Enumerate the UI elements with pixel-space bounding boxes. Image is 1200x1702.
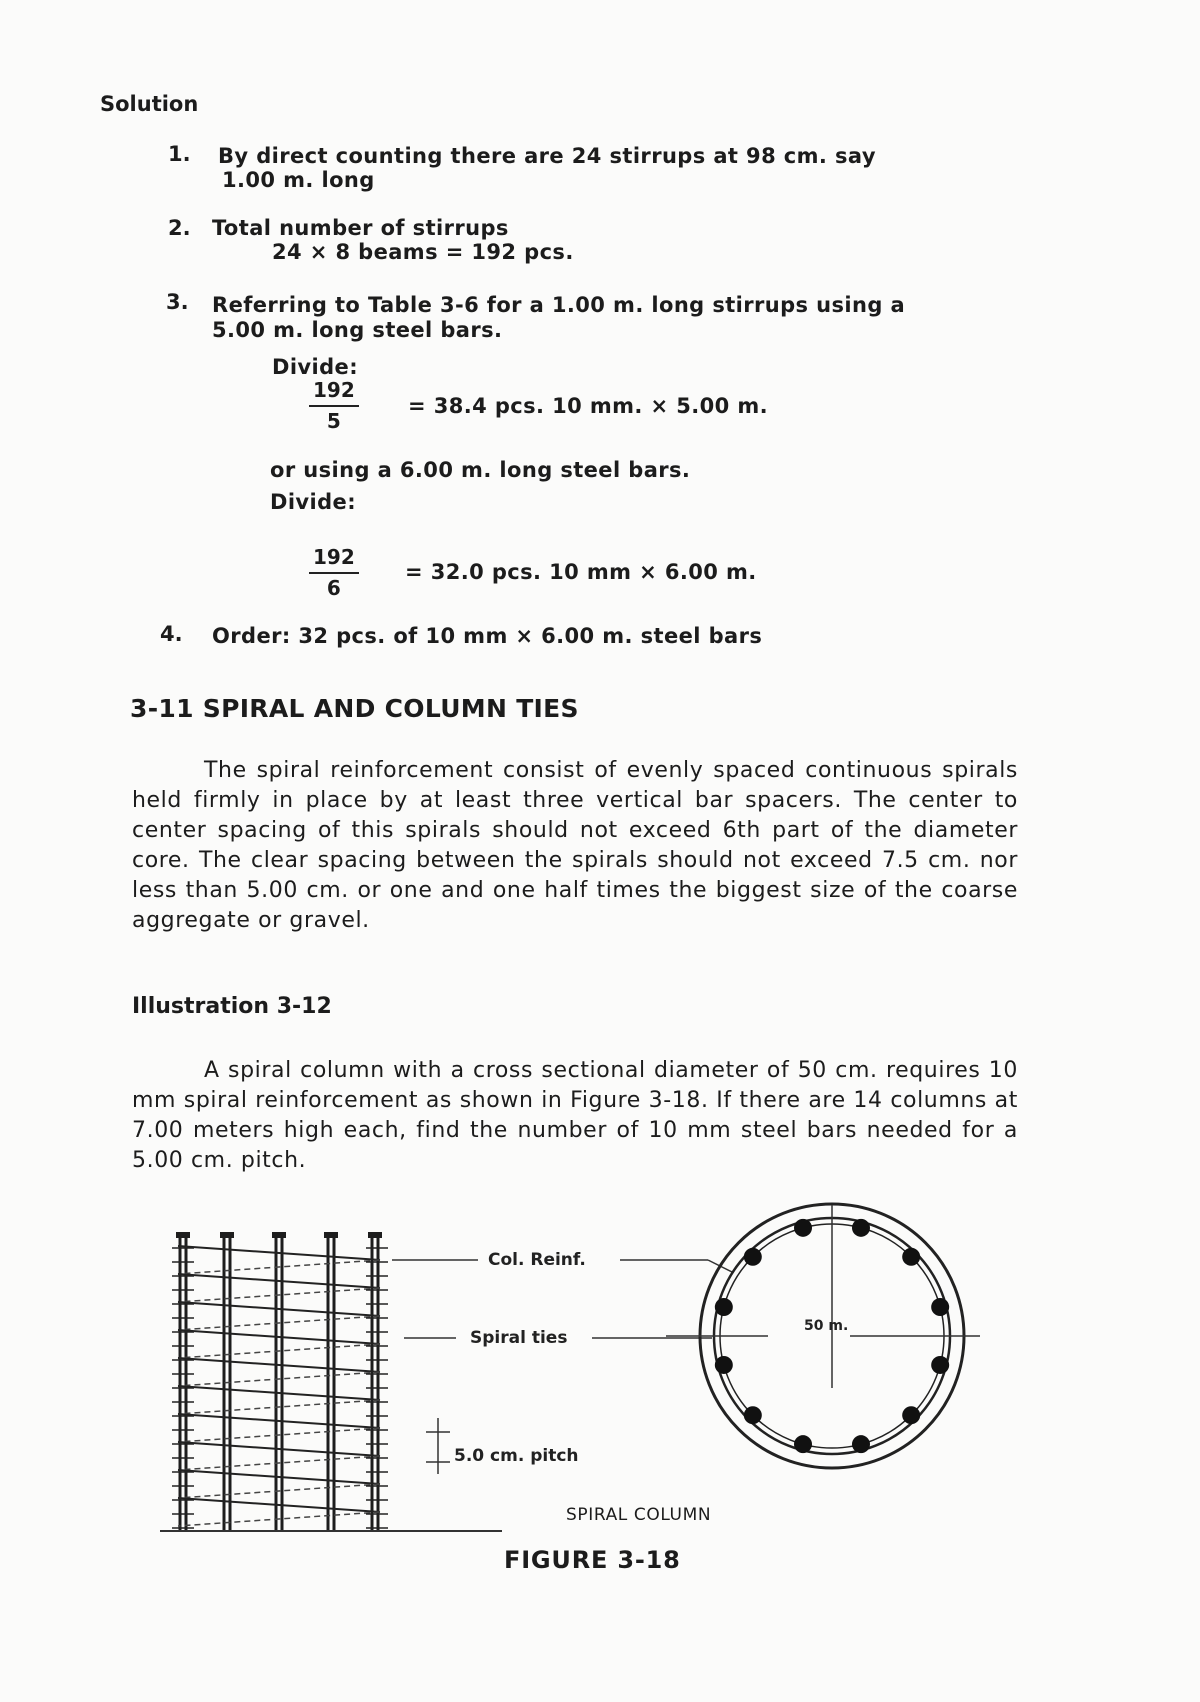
diameter-label: 50 m. (804, 1318, 849, 1334)
spiral-tie-back (178, 1316, 380, 1330)
step-text-line: 24 × 8 beams = 192 pcs. (272, 240, 574, 264)
step-text-line: 5.00 m. long steel bars. (212, 318, 503, 342)
divide-label: Divide: (272, 355, 358, 379)
col-reinf-label: Col. Reinf. (488, 1250, 586, 1270)
bar-top (220, 1232, 234, 1238)
step-text-line: Order: 32 pcs. of 10 mm × 6.00 m. steel bars (212, 624, 763, 648)
spiral-tie-back (178, 1344, 380, 1358)
step-text-line: 1.00 m. long (222, 168, 375, 192)
bar-top (324, 1232, 338, 1238)
rebar-dot (852, 1219, 870, 1237)
fraction-numerator: 192 (309, 545, 359, 574)
rebar-dot (931, 1298, 949, 1316)
spiral-tie-front (178, 1498, 380, 1512)
spiral-tie-back (178, 1372, 380, 1386)
rebar-dot (715, 1298, 733, 1316)
rebar-dot (902, 1406, 920, 1424)
step-number: 4. (160, 622, 183, 646)
step-number: 3. (166, 290, 189, 314)
rebar-dot (931, 1356, 949, 1374)
spiral-column-elevation (172, 1232, 388, 1530)
bar-top (176, 1232, 190, 1238)
division-result: = 38.4 pcs. 10 mm. × 5.00 m. (408, 394, 768, 418)
spiral-tie-front (178, 1246, 380, 1260)
spiral-tie-back (178, 1512, 380, 1526)
spiral-tie-back (178, 1288, 380, 1302)
spiral-tie-back (178, 1400, 380, 1414)
spiral-tie-front (178, 1414, 380, 1428)
bar-top (272, 1232, 286, 1238)
rebar-dot (715, 1356, 733, 1374)
spiral-ties-label: Spiral ties (470, 1328, 568, 1348)
fraction-denominator: 5 (326, 409, 341, 433)
section-paragraph-text: The spiral reinforcement consist of evenly spaced continuous spirals held firmly in place by at least three vertical bar spacers. The center to center spacing of this spirals should not exceed 6th part of the diameter core. The clear spacing between the spirals should not exceed 7.5 cm. nor less than 5.00 cm. or one and one half times the biggest size of the coarse aggregate or gravel. (132, 758, 1018, 933)
rebar-dot (902, 1248, 920, 1266)
rebar-dot (852, 1435, 870, 1453)
spiral-tie-front (178, 1330, 380, 1344)
spiral-tie-back (178, 1484, 380, 1498)
spiral-tie-back (178, 1428, 380, 1442)
rebar-dot (794, 1219, 812, 1237)
spiral-tie-back (178, 1260, 380, 1274)
step-text-line: Referring to Table 3-6 for a 1.00 m. long stirrups using a (212, 293, 906, 317)
spiral-tie-front (178, 1358, 380, 1372)
step-number: 2. (168, 216, 191, 240)
division-result: = 32.0 pcs. 10 mm × 6.00 m. (405, 560, 757, 584)
spiral-tie-front (178, 1302, 380, 1316)
figure-title: FIGURE 3-18 (504, 1546, 681, 1574)
fraction-denominator: 6 (326, 576, 341, 600)
spiral-tie-front (178, 1470, 380, 1484)
rebar-dot (794, 1435, 812, 1453)
divide-label: Divide: (270, 490, 356, 514)
step-text-line: By direct counting there are 24 stirrups at 98 cm. say (218, 144, 876, 168)
alternate-bars-text: or using a 6.00 m. long steel bars. (270, 458, 691, 482)
figure-caption: SPIRAL COLUMN (566, 1505, 712, 1525)
spiral-tie-back (178, 1456, 380, 1470)
illustration-paragraph-text: A spiral column with a cross sectional diameter of 50 cm. requires 10 mm spiral reinforcement as shown in Figure 3-18. If there are 14 columns at 7.00 meters high each, find the number of 10 mm steel bars needed for a 5.00 cm. pitch. (132, 1058, 1018, 1173)
spiral-column-cross-section (666, 1204, 980, 1468)
pitch-label: 5.0 cm. pitch (454, 1446, 579, 1466)
spiral-tie-front (178, 1442, 380, 1456)
illustration-title: Illustration 3-12 (132, 994, 332, 1019)
fraction-numerator: 192 (309, 378, 359, 407)
step-number: 1. (168, 142, 191, 166)
rebar-dot (744, 1406, 762, 1424)
spiral-tie-front (178, 1386, 380, 1400)
rebar-dot (744, 1248, 762, 1266)
step-text-line: Total number of stirrups (212, 216, 509, 240)
solution-heading: Solution (100, 92, 199, 116)
section-title: 3-11 SPIRAL AND COLUMN TIES (130, 694, 579, 723)
spiral-tie-front (178, 1274, 380, 1288)
bar-top (368, 1232, 382, 1238)
